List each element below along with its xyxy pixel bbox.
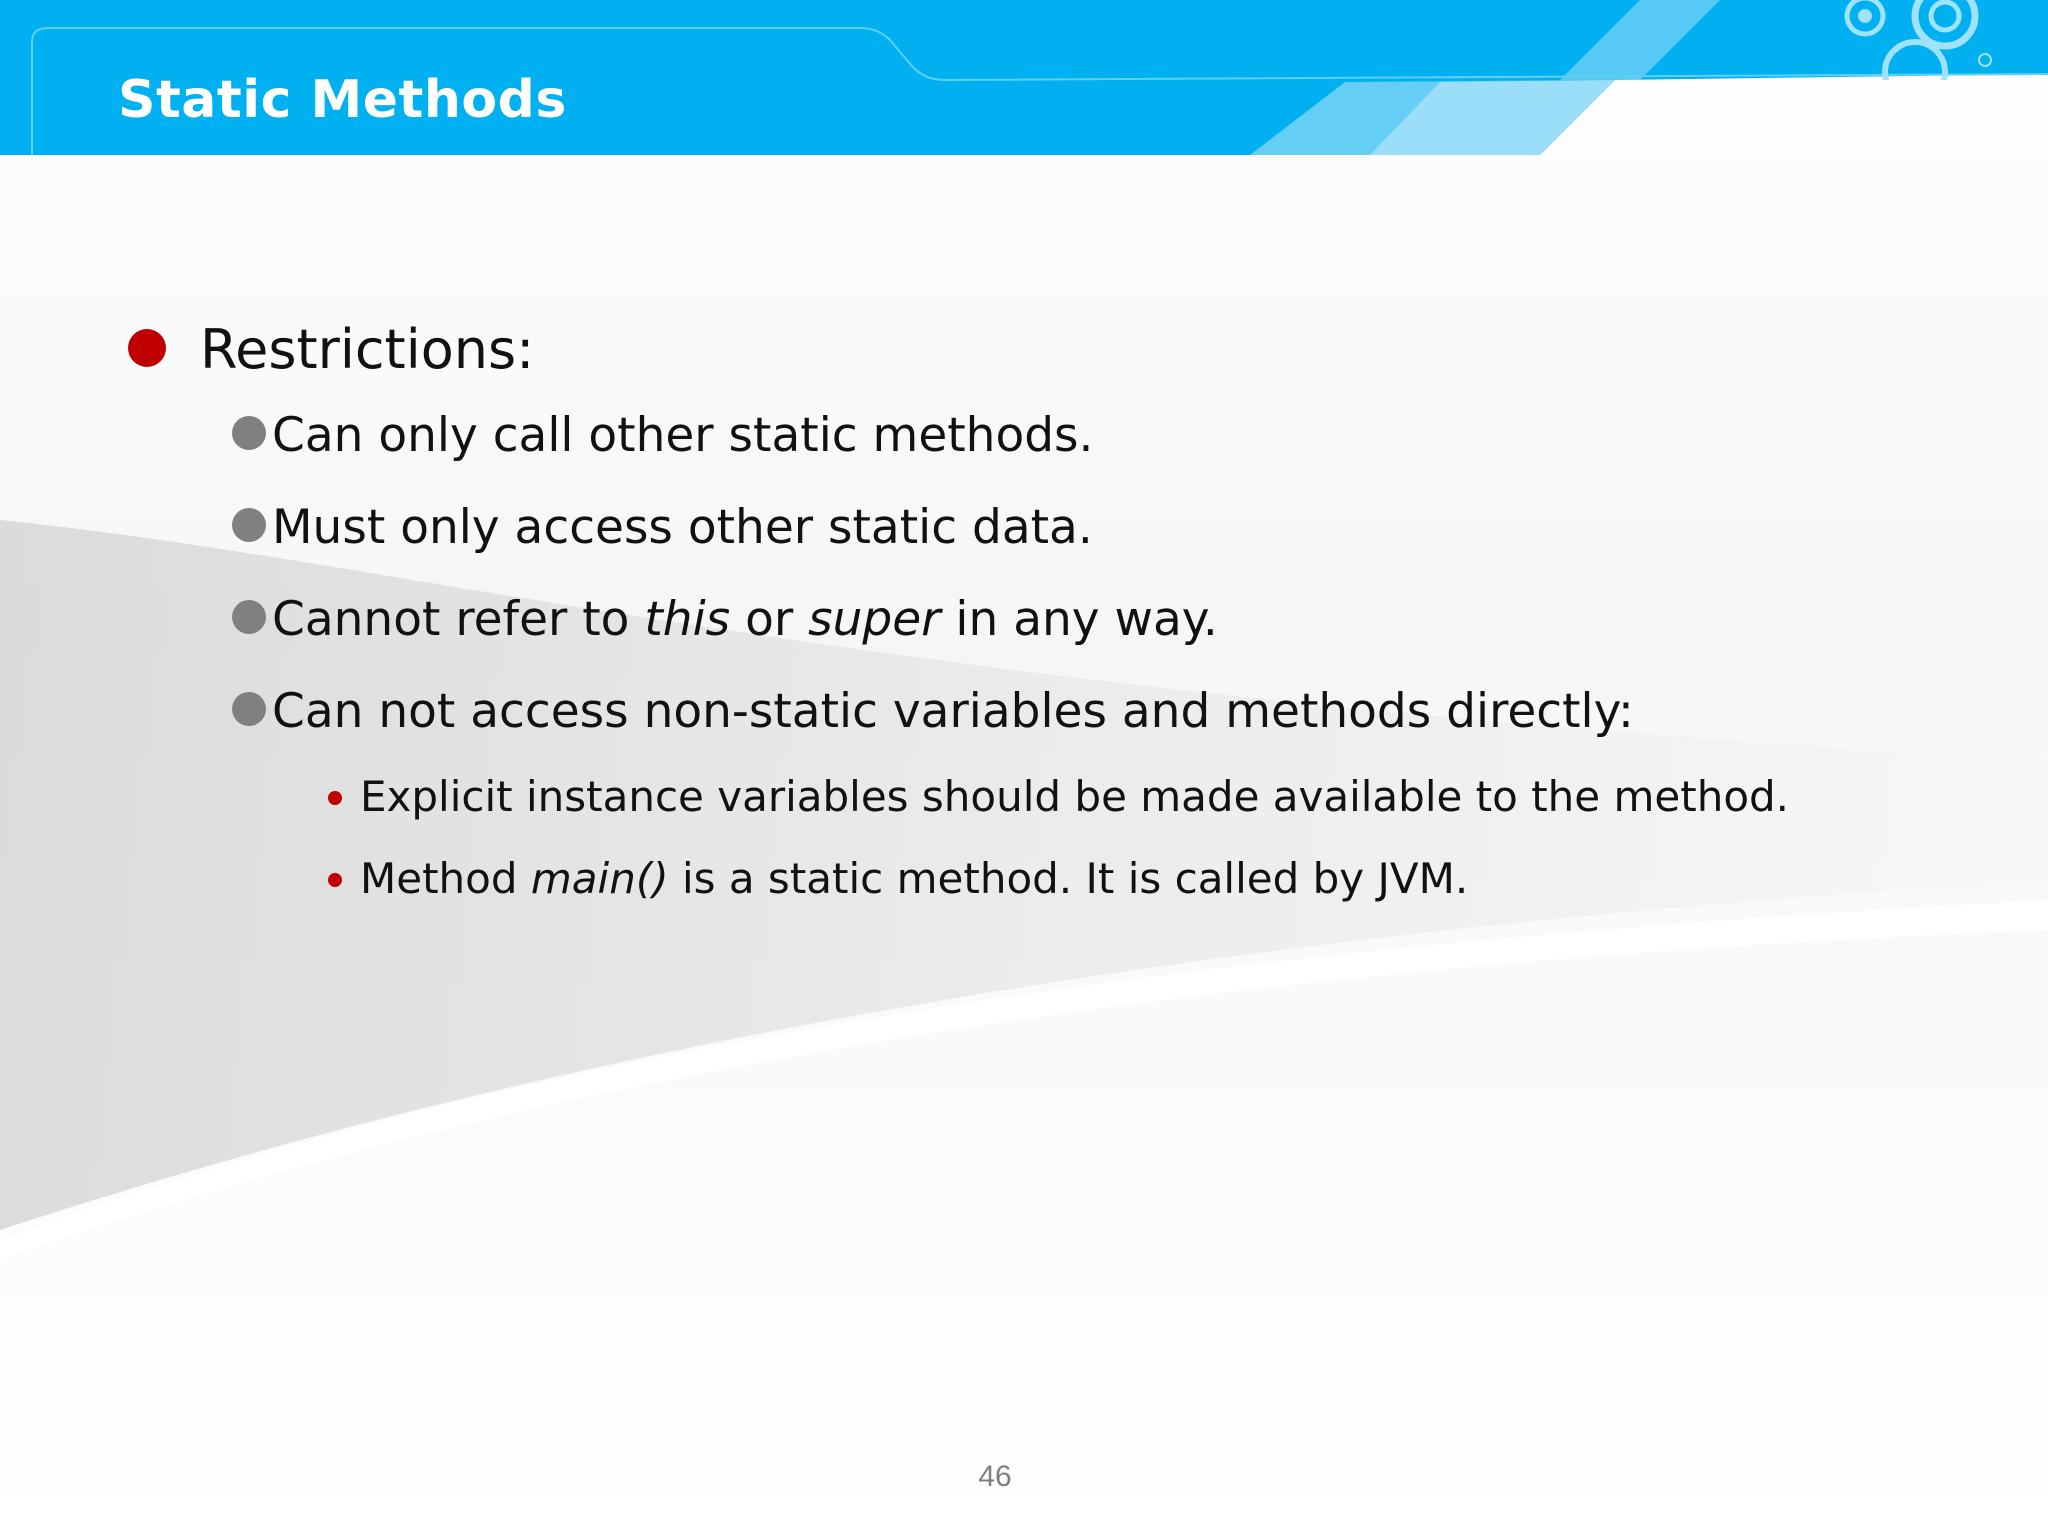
gray-bullet-icon (232, 600, 266, 634)
text-prefix: Cannot refer to (272, 592, 645, 647)
page-number: 46 (978, 1460, 1012, 1493)
keyword-this: this (644, 592, 731, 647)
keyword-super: super (808, 592, 941, 647)
sub-bullet-text: Can not access non-static variables and methods directly: (272, 684, 1634, 739)
small-red-bullet-icon (328, 791, 342, 805)
sub-bullet-call-static (232, 408, 1093, 463)
slide-title: Static Methods (118, 70, 567, 130)
text-suffix: is a static method. It is called by JVM. (668, 854, 1469, 903)
sub-bullet-access-static (232, 500, 1093, 555)
sub-sub-bullet-explicit (328, 772, 1789, 821)
bullet-restrictions (128, 318, 534, 381)
text-middle: or (730, 592, 809, 647)
gray-bullet-icon (232, 692, 266, 726)
sub-bullet-text: Must only access other static data. (272, 500, 1093, 555)
bullet-text: Restrictions: (200, 318, 535, 381)
sub-sub-bullet-text (360, 854, 1468, 903)
small-red-bullet-icon (328, 873, 342, 887)
decorative-circles-icon (1790, 0, 2048, 80)
gray-bullet-icon (232, 416, 266, 450)
sub-bullet-this-super (232, 592, 1218, 647)
text-suffix: in any way. (940, 592, 1218, 647)
sub-sub-bullet-text: Explicit instance variables should be made available to the method. (360, 772, 1790, 821)
sub-sub-bullet-main (328, 854, 1468, 903)
sub-bullet-text: Can only call other static methods. (272, 408, 1094, 463)
text-prefix: Method (360, 854, 531, 903)
sub-bullet-text (272, 592, 1218, 647)
red-bullet-icon (128, 329, 166, 367)
sub-bullet-non-static (232, 684, 1634, 739)
keyword-main: main() (530, 854, 669, 903)
gray-bullet-icon (232, 508, 266, 542)
